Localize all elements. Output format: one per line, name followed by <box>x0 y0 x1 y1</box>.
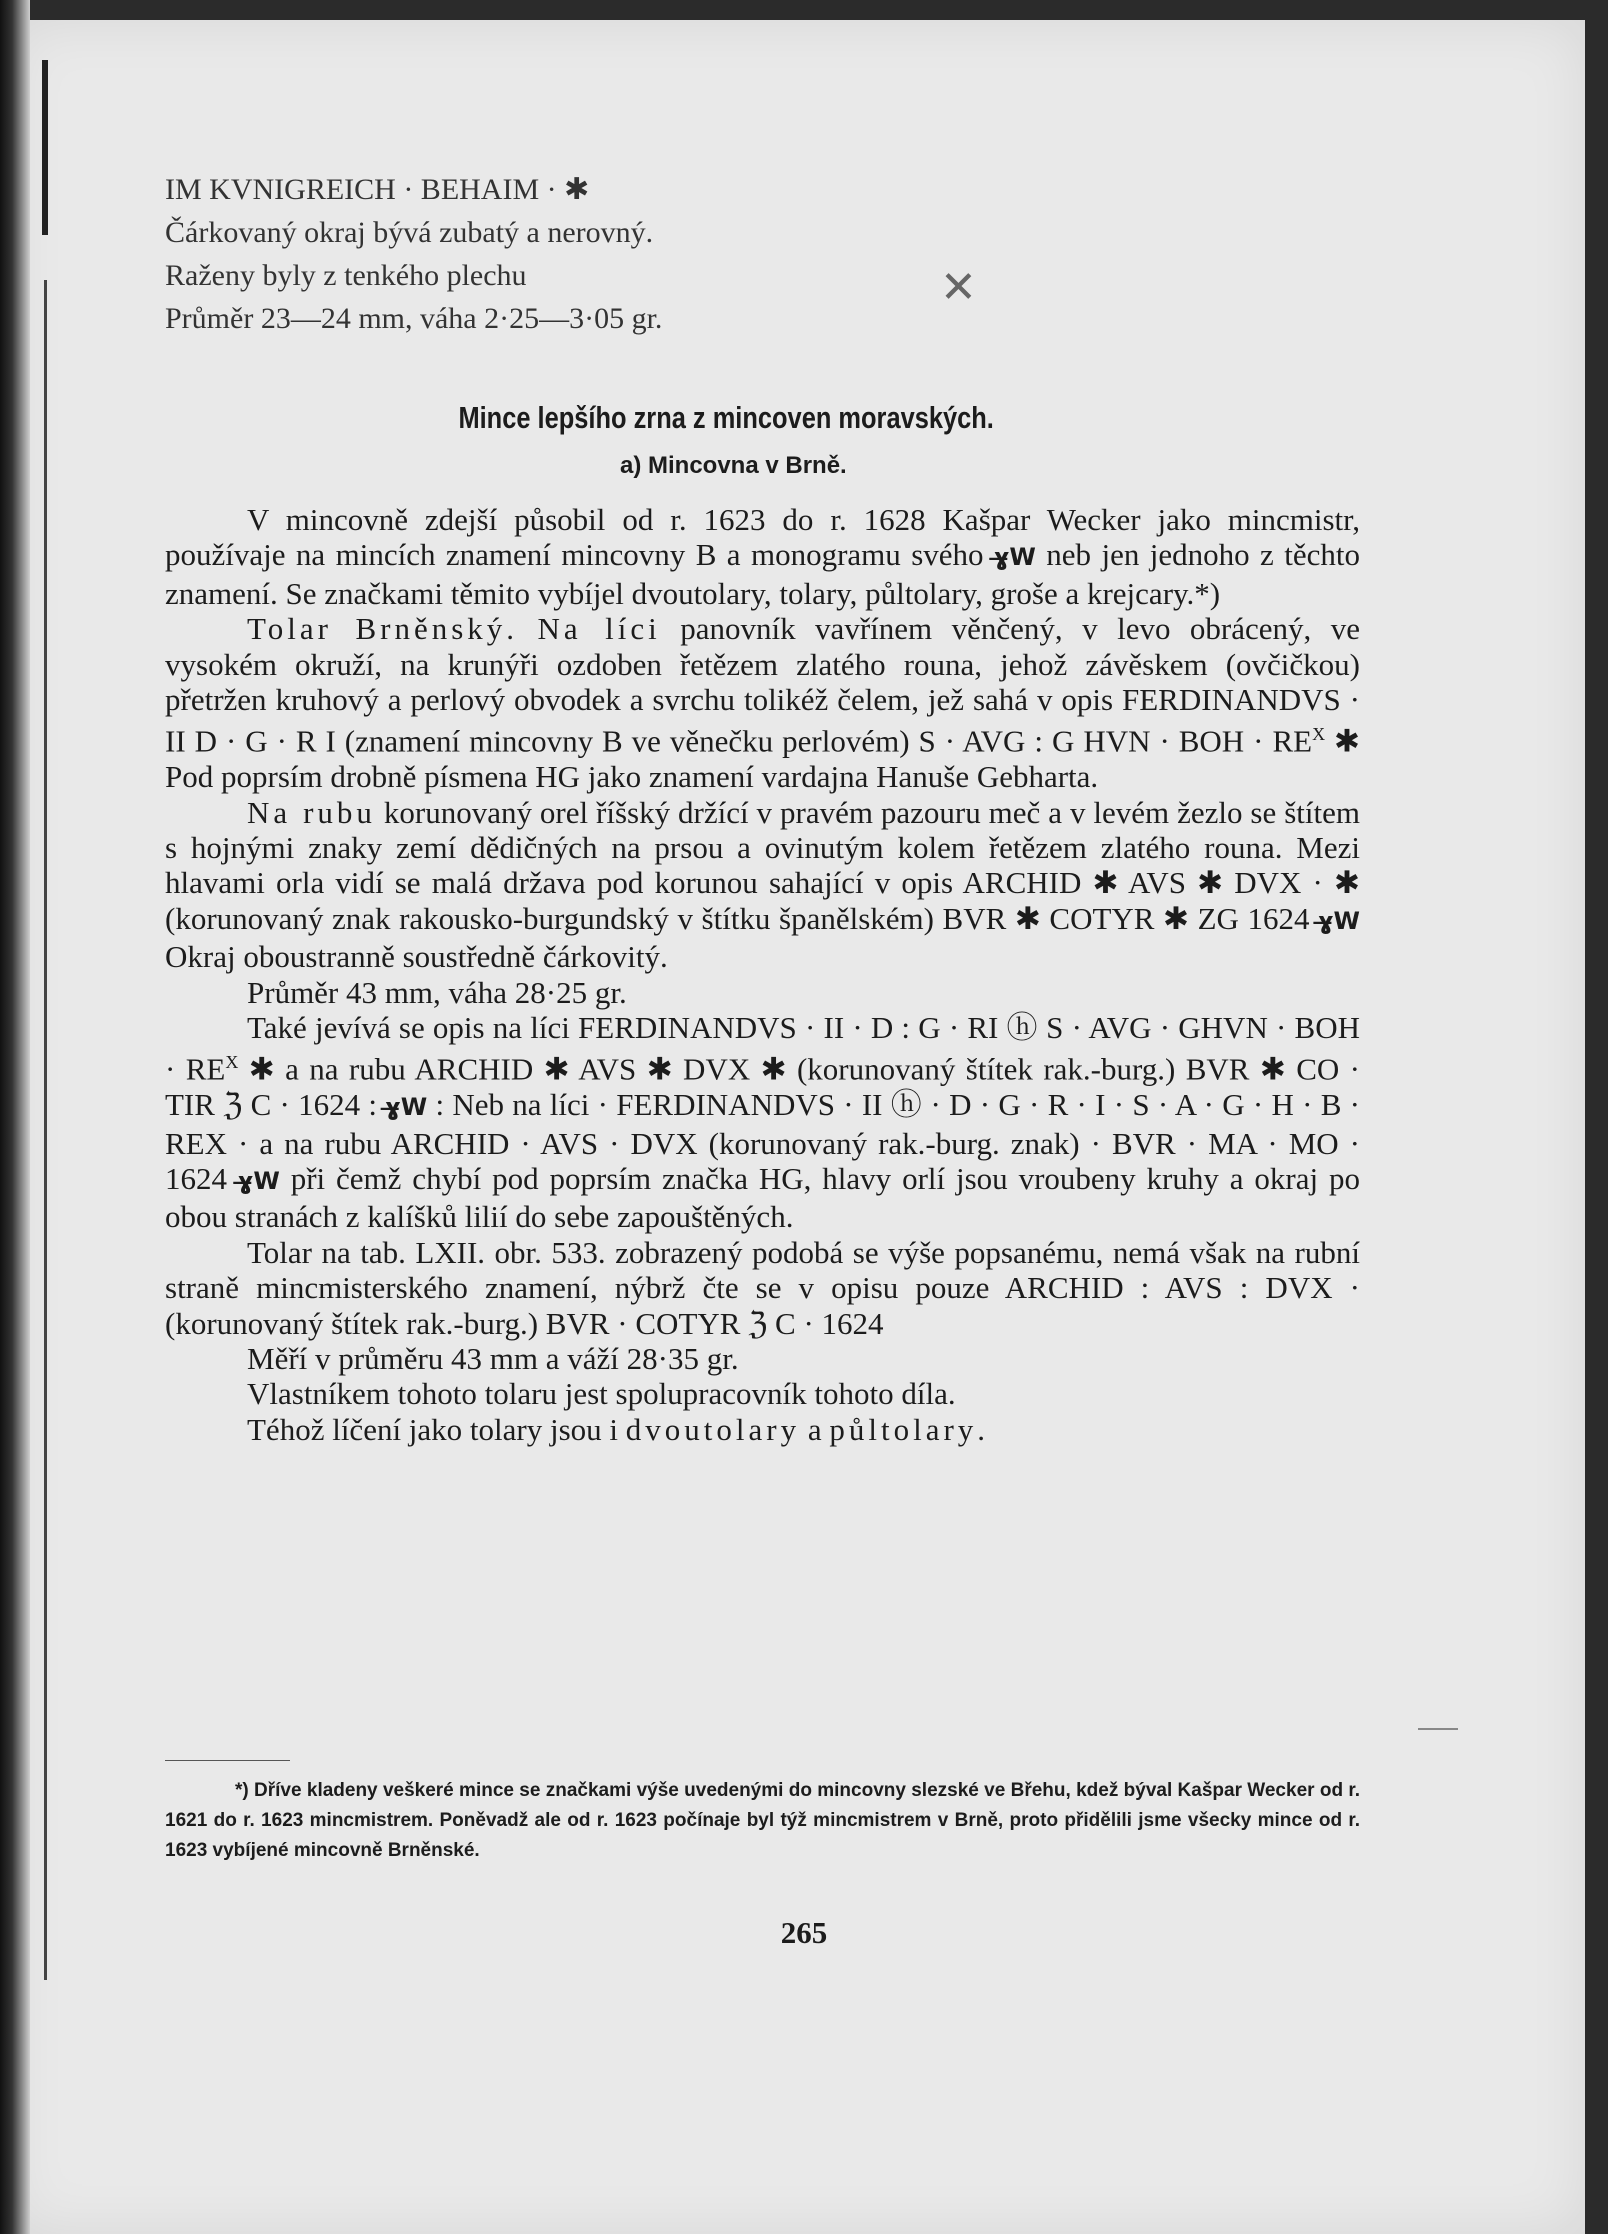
paragraph-intro: V mincovně zdejší působil od r. 1623 do r. 1628 Kašpar Wecker jako mincmistr, používaje na mincích znamení mincovny B a monogramu svého ɣ̶W neb jen jednoho z těchto znamení. Se značkami těmito vybíjel dvoutolary, tolary, půltolary, groše a krejcary.*) <box>165 502 1360 611</box>
paragraph-measure: Měří v průměru 43 mm a váží 28·35 gr. <box>247 1341 739 1376</box>
monogram-icon: ɣ̶W <box>237 1166 280 1195</box>
margin-mark-line <box>44 280 47 1980</box>
footnote: *) Dříve kladeny veškeré mince se značkami výše uvedenými do mincovny slezské ve Břehu, kdež býval Kašpar Wecker od r. 1621 do r. 1623 mincmistrem. Poněvadž ale od r. 1623 počínaje byl týž mincmistrem v Brně, proto přidělili jsme všecky mince od r. 1623 vybíjené mincovně Brněnské. <box>165 1780 1360 1861</box>
paragraph-reverse: Na rubu korunovaný orel říšský držící v pravém pazouru meč a v levém žezlo se štítem s hojnými znaky zemí dědičných na prsou a ovinutým kolem řetězem zlatého rouna. Mezi hlavami orla vidí se malá država pod korunou sahající v opis ARCHID ✱ AVS ✱ DVX · ✱ (korunovaný znak rakousko-burgundský v štítku španělském) BVR ✱ COTYR ✱ ZG 1624 ɣ̶W Okraj oboustranně soustředně čárkovitý. <box>165 794 1360 975</box>
monogram-icon: ɣ̶W <box>993 543 1036 572</box>
paragraph-owner: Vlastníkem tohoto tolaru jest spolupracovník tohoto díla. <box>247 1376 956 1412</box>
margin-dash <box>1418 1728 1458 1730</box>
section-title: Mince lepšího zrna z mincoven moravských. <box>458 400 994 435</box>
header-line-edge: Čárkovaný okraj bývá zubatý a nerovný. <box>165 216 654 249</box>
paragraph-variants: Také jevívá se opis na líci FERDINANDVS · II · D : G · RI ⓗ S · AVG · GHVN · BOH · $RE^X$ ✱ a na rubu ARCHID ✱ AVS ✱ DVX ✱ (korunovaný štítek rak.-burg.) BVR ✱ CO · TIR ℨ C · 1624 : ɣ̶W : Neb na líci · FERDINANDVS · II ⓗ · D · G · R · I · S · A · G · H · B · REX · a na rubu ARCHID · AVS · DVX (korunovaný rak.-burg. znak) · BVR · MA · MO · 1624 ɣ̶W při čemž chybí pod poprsím značka HG, hlavy orlí jsou vroubeny kruhy a okraj po obou stranách z kalíšků lilií do sebe zapouštěných. <box>165 1010 1360 1235</box>
header-line-material: Raženy byly z tenkého plechu <box>165 259 527 292</box>
footnote-rule <box>165 1760 290 1761</box>
previous-coin-description <box>165 168 945 340</box>
pencil-mark: ✕ <box>940 262 977 313</box>
monogram-icon: ɣ̶W <box>385 1093 428 1122</box>
header-line-dimensions: Průměr 23—24 mm, váha 2·25—3·05 gr. <box>165 302 663 335</box>
margin-mark-top <box>42 60 48 235</box>
paragraph-plate: Tolar na tab. LXII. obr. 533. zobrazený podobá se výše popsanému, nemá však na rubní straně mincmisterského znamení, nýbrž čte se v opisu pouze ARCHID : AVS : DVX · (korunovaný štítek rak.-burg.) BVR · COTYR ℨ C · 1624 <box>165 1234 1360 1341</box>
monogram-icon: ɣ̶W <box>1318 906 1360 935</box>
header-line-legend: IM KVNIGREICH · BEHAIM · ✱ <box>165 173 590 206</box>
paragraph-dimensions: Průměr 43 mm, váha 28·25 gr. <box>247 974 627 1010</box>
subsection-title: a) Mincovna v Brně. <box>620 452 847 479</box>
page-number: 265 <box>780 1915 828 1950</box>
paragraph-obverse: Tolar Brněnský. Na líci panovník vavřínem věnčený, v levo obrácený, ve vysokém okruží, na krunýři ozdoben řetězem zlatého rouna, jehož závěskem (ovčičkou) přetržen kruhový a perlový obvodek a svrchu tolikéž čelem, jež sahá v opis FERDINANDVS · II D · G · R I (znamení mincovny B ve věnečku perlovém) S · AVG : G HVN · BOH · $RE^X$ ✱ Pod poprsím drobně písmena HG jako znamení vardajna Hanuše Gebharta. <box>165 611 1361 795</box>
paragraph-multiples: Téhož líčení jako tolary jsou i dvoutolary a půltolary. <box>247 1411 986 1447</box>
main-text <box>165 502 1360 1447</box>
page-binding-edge <box>0 0 30 2234</box>
tolar-heading: Tolar Brněnský. <box>247 611 519 647</box>
